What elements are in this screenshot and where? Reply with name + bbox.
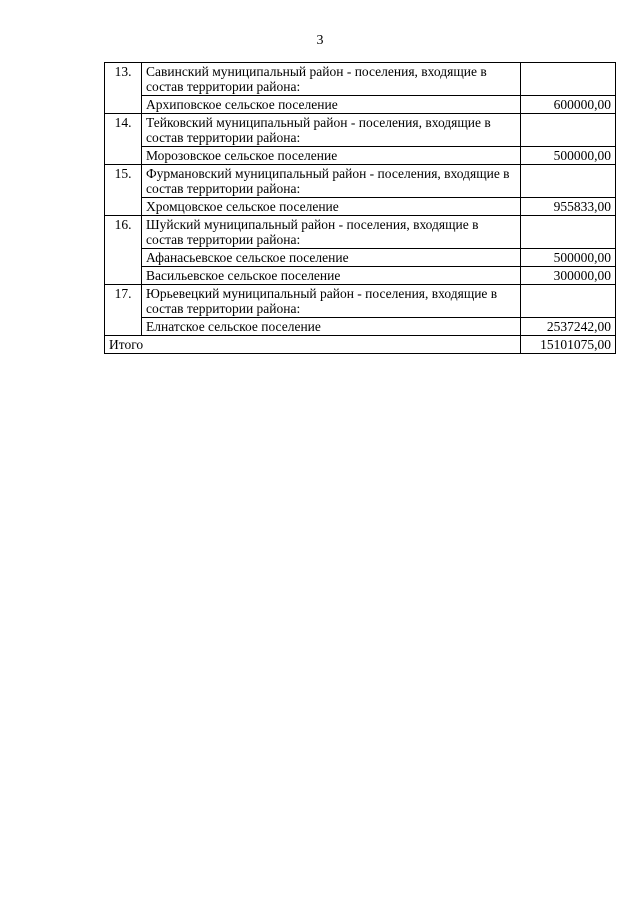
district-row (105, 114, 616, 147)
row-number: 15. (105, 165, 142, 216)
settlement-row (105, 198, 616, 216)
settlement-name: Архиповское сельское поселение (142, 96, 521, 114)
district-amount-empty (521, 216, 616, 249)
settlement-name: Елнатское сельское поселение (142, 318, 521, 336)
settlement-name: Васильевское сельское поселение (142, 267, 521, 285)
district-row (105, 216, 616, 249)
total-label: Итого (105, 336, 521, 354)
district-name: Фурмановский муниципальный район - поселения, входящие в состав территории района: (142, 165, 521, 198)
settlement-amount: 2537242,00 (521, 318, 616, 336)
page-number: 3 (316, 33, 324, 48)
settlement-row (105, 249, 616, 267)
district-amount-empty (521, 63, 616, 96)
district-amount-empty (521, 114, 616, 147)
district-name: Юрьевецкий муниципальный район - поселения, входящие в состав территории района: (142, 285, 521, 318)
district-amount-empty (521, 285, 616, 318)
settlement-amount: 500000,00 (521, 147, 616, 165)
settlement-name: Афанасьевское сельское поселение (142, 249, 521, 267)
district-name: Тейковский муниципальный район - поселения, входящие в состав территории района: (142, 114, 521, 147)
district-row (105, 63, 616, 96)
allocation-table (104, 62, 616, 354)
settlement-row (105, 318, 616, 336)
district-name: Шуйский муниципальный район - поселения, входящие в состав территории района: (142, 216, 521, 249)
settlement-name: Морозовское сельское поселение (142, 147, 521, 165)
settlement-name: Хромцовское сельское поселение (142, 198, 521, 216)
district-amount-empty (521, 165, 616, 198)
row-number: 14. (105, 114, 142, 165)
row-number: 13. (105, 63, 142, 114)
row-number: 16. (105, 216, 142, 285)
settlement-amount: 300000,00 (521, 267, 616, 285)
total-row (105, 336, 616, 354)
district-row (105, 165, 616, 198)
settlement-amount: 500000,00 (521, 249, 616, 267)
total-amount: 15101075,00 (521, 336, 616, 354)
district-name: Савинский муниципальный район - поселения, входящие в состав территории района: (142, 63, 521, 96)
settlement-row (105, 147, 616, 165)
settlement-row (105, 96, 616, 114)
row-number: 17. (105, 285, 142, 336)
district-row (105, 285, 616, 318)
settlement-amount: 600000,00 (521, 96, 616, 114)
settlement-row (105, 267, 616, 285)
settlement-amount: 955833,00 (521, 198, 616, 216)
